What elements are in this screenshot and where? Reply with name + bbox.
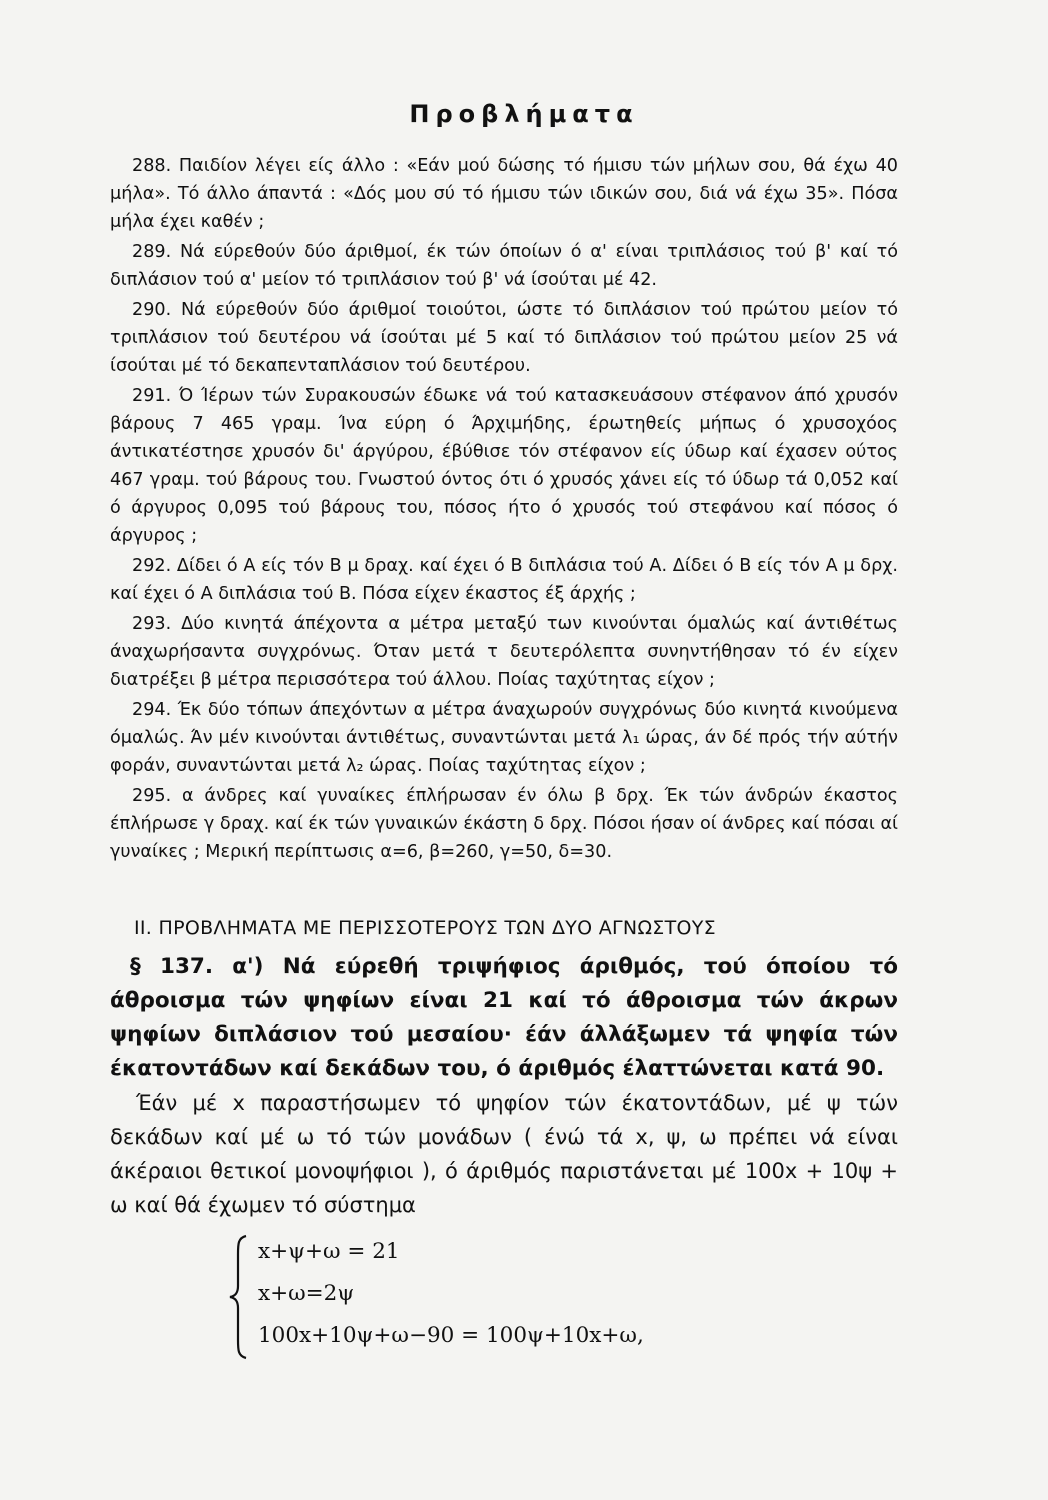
- equation-1: x+ψ+ω = 21: [258, 1239, 400, 1264]
- problem-293: 293. Δύο κινητά άπέχοντα α μέτρα μεταξύ των κινούνται όμαλώς καί άντιθέτως άναχωρήσαντα συγχρόνως. Όταν μετά τ δευτερόλεπτα συνηντήθησαν τό έν είχεν διατρέξει β μέτρα περισσότερα τού άλλου. Ποίας ταχύτητας είχον ;: [110, 614, 898, 690]
- problem-295: 295. α άνδρες καί γυναίκες έπλήρωσαν έν όλω β δρχ. Έκ τών άνδρών έκαστος έπλήρωσε γ δραχ. καί έκ τών γυναικών έκάστη δ δρχ. Πόσοι ήσαν οί άνδρες καί πόσαι αί γυναίκες ; Μερική περίπτωσις α=6, β=260, γ=50, δ=30.: [110, 786, 898, 862]
- equation-2: x+ω=2ψ: [258, 1281, 355, 1306]
- problem-294: 294. Έκ δύο τόπων άπεχόντων α μέτρα άναχωρούν συγχρόνως δύο κινητά κινούμενα όμαλώς. Άν μέν κινούνται άντιθέτως, συναντώνται μετά λ₁ ώρας, άν δέ πρός τήν αύτήν φοράν, συναντώνται μετά λ₂ ώρας. Ποίας ταχύτητας είχον ;: [110, 700, 898, 776]
- page-title: Προβλήματα: [409, 100, 639, 128]
- problem-292: 292. Δίδει ό Α είς τόν Β μ δραχ. καί έχει ό Β διπλάσια τού Α. Δίδει ό Β είς τόν Α μ δρχ. καί έχει ό Α διπλάσια τού Β. Πόσα είχεν έκαστος έξ άρχής ;: [110, 556, 898, 604]
- problem-289: 289. Νά εύρεθούν δύο άριθμοί, έκ τών όποίων ό α' είναι τριπλάσιος τού β' καί τό διπλάσιον τού α' μείον τό τριπλάσιον τού β' νά ίσούται μέ 42.: [110, 242, 898, 290]
- problem-288: 288. Παιδίον λέγει είς άλλο : «Εάν μού δώσης τό ήμισυ τών μήλων σου, θά έχω 40 μήλα». Τό άλλο άπαντά : «Δός μου σύ τό ήμισυ τών ιδικών σου, διά νά έχω 35». Πόσα μήλα έχει καθέν ;: [110, 156, 898, 232]
- page-content: [110, 152, 898, 1364]
- section-heading: II. ΠΡΟΒΛΗΜΑΤΑ ΜΕ ΠΕΡΙΣΣΟΤΕΡΟΥΣ ΤΩΝ ΔΥΟ ΑΓΝΩΣΤΟΥΣ: [134, 917, 716, 939]
- equation-system: [110, 1234, 898, 1364]
- explanation-text: Έάν μέ x παραστήσωμεν τό ψηφίον τών έκατοντάδων, μέ ψ τών δεκάδων καί μέ ω τό τών μονάδων ( ένώ τά x, ψ, ω πρέπει νά είναι άκέραιοι θετικοί μονοψήφιοι ), ό άριθμός παριστάνεται μέ 100x + 10ψ + ω καί θά έχωμεν τό σύστημα: [110, 1091, 898, 1217]
- problem-290: 290. Νά εύρεθούν δύο άριθμοί τοιούτοι, ώστε τό διπλάσιον τού πρώτου μείον τό τριπλάσιον τού δευτέρου νά ίσούται μέ 5 καί τό διπλάσιον τού πρώτου μείον 25 νά ίσούται μέ τό δεκαπενταπλάσιον τού δευτέρου.: [110, 300, 898, 376]
- problem-291: 291. Ό Ίέρων τών Συρακουσών έδωκε νά τού κατασκευάσουν στέφανον άπό χρυσόν βάρους 7 465 γραμ. Ίνα εύρη ό Άρχιμήδης, έρωτηθείς μήπως ό χρυσοχόος άντικατέστησε χρυσόν δι' άργύρου, έβύθισε τόν στέφανον είς ύδωρ καί έχασεν ούτος 467 γραμ. τού βάρους του. Γνωστού όντος ότι ό χρυσός χάνει είς τό ύδωρ τά 0,052 καί ό άργυρος 0,095 τού βάρους του, πόσος ήτο ό χρυσός τού στεφάνου καί πόσος ό άργυρος ;: [110, 386, 898, 546]
- left-brace-icon: [228, 1234, 250, 1360]
- equation-3: 100x+10ψ+ω−90 = 100ψ+10x+ω,: [258, 1323, 644, 1348]
- main-problem: § 137. α') Νά εύρεθή τριψήφιος άριθμός, τού όποίου τό άθροισμα τών ψηφίων είναι 21 καί τό άθροισμα τών άκρων ψηφίων διπλάσιον τού μεσαίου· έάν άλλάξωμεν τά ψηφία τών έκατοντάδων καί δεκάδων του, ό άριθμός έλαττώνεται κατά 90.: [110, 954, 898, 1081]
